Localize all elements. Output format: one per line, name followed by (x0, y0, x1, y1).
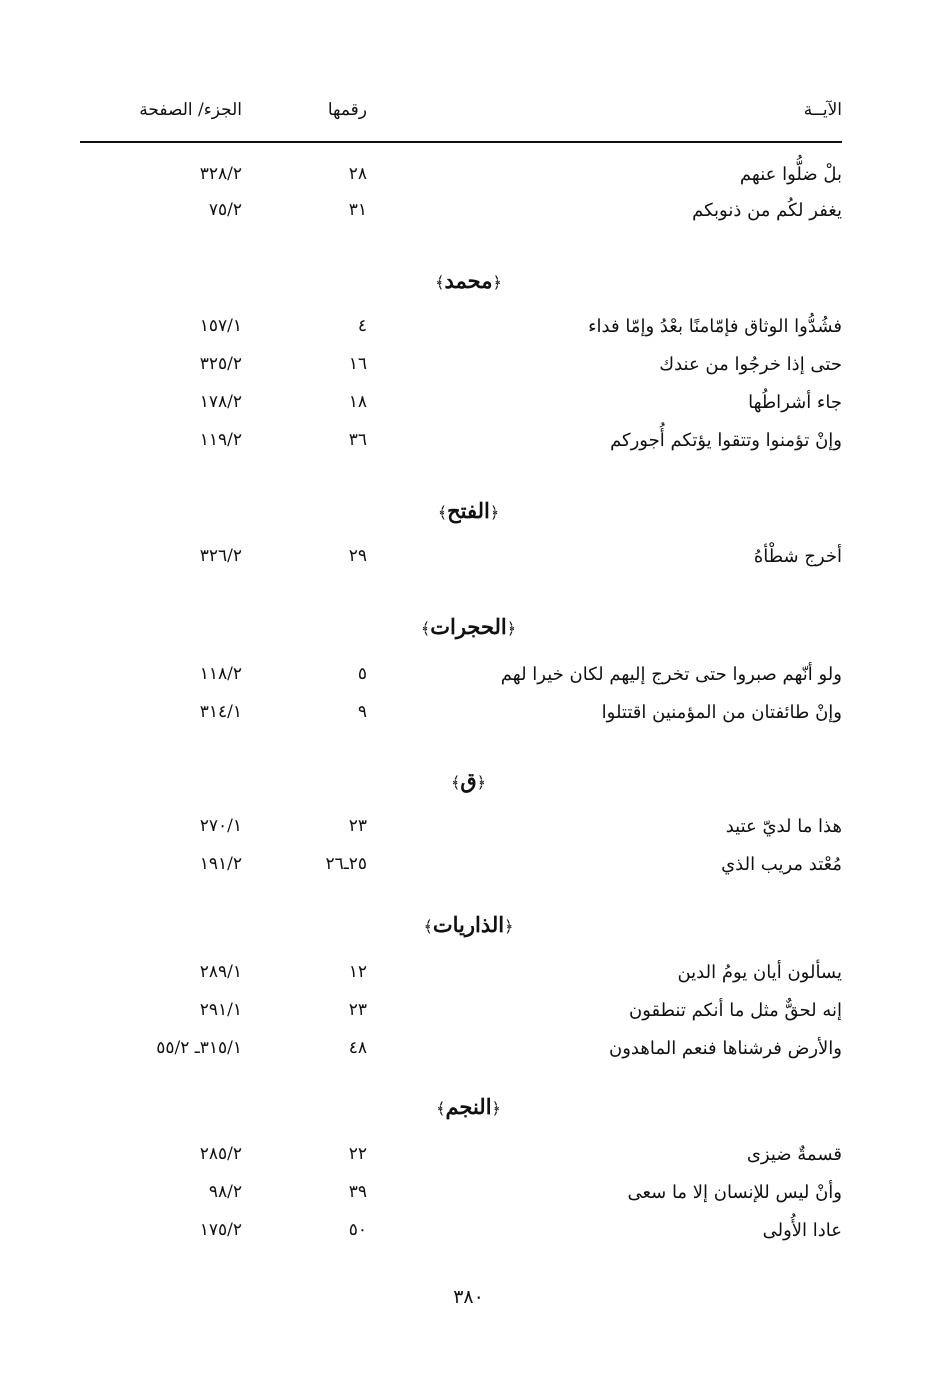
ornament-close: ﴾ (436, 1099, 446, 1118)
verse-number: ٢٨ (348, 164, 367, 184)
table-row (0, 164, 937, 196)
part-page: ٧٥/٢ (208, 200, 242, 220)
verse-text: بلْ ضلُّوا عنهم (739, 164, 842, 185)
ornament-open: ﴿ (506, 619, 517, 638)
ornament-close: ﴾ (437, 503, 448, 522)
part-page: ١٩١/٢ (199, 854, 242, 874)
verse-number: ٢٣ (348, 1000, 367, 1020)
verse-text: فشُدُّوا الوثاق فإمّامنًا بعْدُ وإمّا فداء (588, 316, 842, 337)
part-page: ١١٩/٢ (199, 430, 242, 450)
verse-text: والأرض فرشناها فنعم الماهدون (608, 1038, 842, 1059)
ornament-open: ﴿ (476, 773, 487, 792)
part-page: ٢٨٥/٢ (199, 1144, 242, 1164)
table-row (0, 962, 937, 994)
verse-number: ٢٢ (348, 1144, 367, 1164)
table-row (0, 354, 937, 386)
header-rule (80, 141, 842, 143)
verse-text: مُعْتد مريب الذي (721, 854, 842, 875)
surah-name: محمد (444, 268, 493, 293)
part-page: ٩٨/٢ (208, 1182, 242, 1202)
table-row (0, 316, 937, 348)
header-number: رقمها (327, 100, 367, 120)
header-part-page: الجزء/ الصفحة (139, 100, 242, 120)
verse-number: ٢٩ (348, 546, 367, 566)
verse-text: وأنْ ليس للإنسان إلا ما سعى (627, 1182, 842, 1203)
verse-number: ٢٥ـ٢٦ (325, 854, 367, 874)
table-row (0, 392, 937, 424)
verse-number: ٥٠ (348, 1220, 367, 1240)
table-row (0, 1144, 937, 1176)
ornament-open: ﴿ (492, 273, 502, 292)
verse-text: ولو أنّهم صبروا حتى تخرج إليهم لكان خيرا لهم (500, 664, 842, 685)
ornament-close: ﴾ (420, 619, 431, 638)
page-number: ٣٨٠ (453, 1286, 484, 1308)
verse-text: عادا الأُولى (762, 1220, 842, 1241)
table-row (0, 664, 937, 696)
verse-text: حتى إذا خرجُوا من عندك (659, 354, 842, 375)
surah-heading (0, 614, 937, 639)
part-page: ١٧٨/٢ (199, 392, 242, 412)
table-row (0, 1220, 937, 1252)
verse-text: إنه لحقٌّ مثل ما أنكم تنطقون (629, 1000, 842, 1021)
verse-text: وإنْ طائفتان من المؤمنين اقتتلوا (601, 702, 842, 723)
part-page: ٣١٤/١ (199, 702, 242, 722)
verse-text: يسألون أيان يومُ الدين (677, 962, 842, 983)
verse-number: ٢٣ (348, 816, 367, 836)
verse-text: قسمةٌ ضيزى (746, 1144, 842, 1165)
verse-number: ٩ (357, 702, 367, 722)
surah-name: الحجرات (430, 614, 507, 639)
verse-text: أخرج شطْأهُ (753, 546, 842, 567)
part-page: ٢٧٠/١ (199, 816, 242, 836)
table-row (0, 1182, 937, 1214)
table-row (0, 1038, 937, 1070)
surah-name: الفتح (447, 498, 490, 523)
table-row (0, 1000, 937, 1032)
part-page: ٣٢٦/٢ (199, 546, 242, 566)
verse-number: ٥ (357, 664, 367, 684)
surah-heading (0, 498, 937, 523)
part-page: ١١٨/٢ (199, 664, 242, 684)
surah-name: النجم (445, 1094, 492, 1119)
verse-number: ١٦ (348, 354, 367, 374)
verse-number: ٣٦ (348, 430, 367, 450)
part-page: ٢٩١/١ (199, 1000, 242, 1020)
ornament-open: ﴿ (491, 1099, 501, 1118)
verse-text: هذا ما لديّ عتيد (725, 816, 842, 837)
surah-name: ق (460, 768, 477, 793)
part-page: ٣٢٥/٢ (199, 354, 242, 374)
surah-name: الذاريات (432, 912, 505, 937)
verse-number: ٣١ (348, 200, 367, 220)
part-page: ٢٨٩/١ (199, 962, 242, 982)
table-row (0, 200, 937, 232)
verse-number: ٣٩ (348, 1182, 367, 1202)
verse-number: ٤ (357, 316, 367, 336)
table-row (0, 816, 937, 848)
verse-number: ١٢ (348, 962, 367, 982)
part-page: ٣٢٨/٢ (199, 164, 242, 184)
surah-heading (0, 1094, 937, 1119)
verse-text: وإنْ تؤمنوا وتتقوا يؤتكم أُجوركم (610, 430, 842, 451)
header-verse: الآيــة (803, 100, 842, 120)
surah-heading (0, 768, 937, 793)
surah-heading (0, 268, 937, 293)
part-page: ١٧٥/٢ (199, 1220, 242, 1240)
ornament-open: ﴿ (489, 503, 500, 522)
ornament-open: ﴿ (504, 917, 514, 936)
verse-text: جاء أشراطُها (748, 392, 842, 413)
table-row (0, 546, 937, 578)
table-row (0, 854, 937, 886)
ornament-close: ﴾ (423, 917, 433, 936)
verse-number: ١٨ (348, 392, 367, 412)
surah-heading (0, 912, 937, 937)
table-row (0, 430, 937, 462)
verse-number: ٤٨ (348, 1038, 367, 1058)
ornament-close: ﴾ (450, 773, 461, 792)
part-page: ١٥٧/١ (199, 316, 242, 336)
ornament-close: ﴾ (435, 273, 445, 292)
part-page: ٣١٥/١ـ ٥٥/٢ (156, 1038, 242, 1058)
verse-text: يغفر لكُم من ذنوبكم (692, 200, 842, 221)
table-row (0, 702, 937, 734)
